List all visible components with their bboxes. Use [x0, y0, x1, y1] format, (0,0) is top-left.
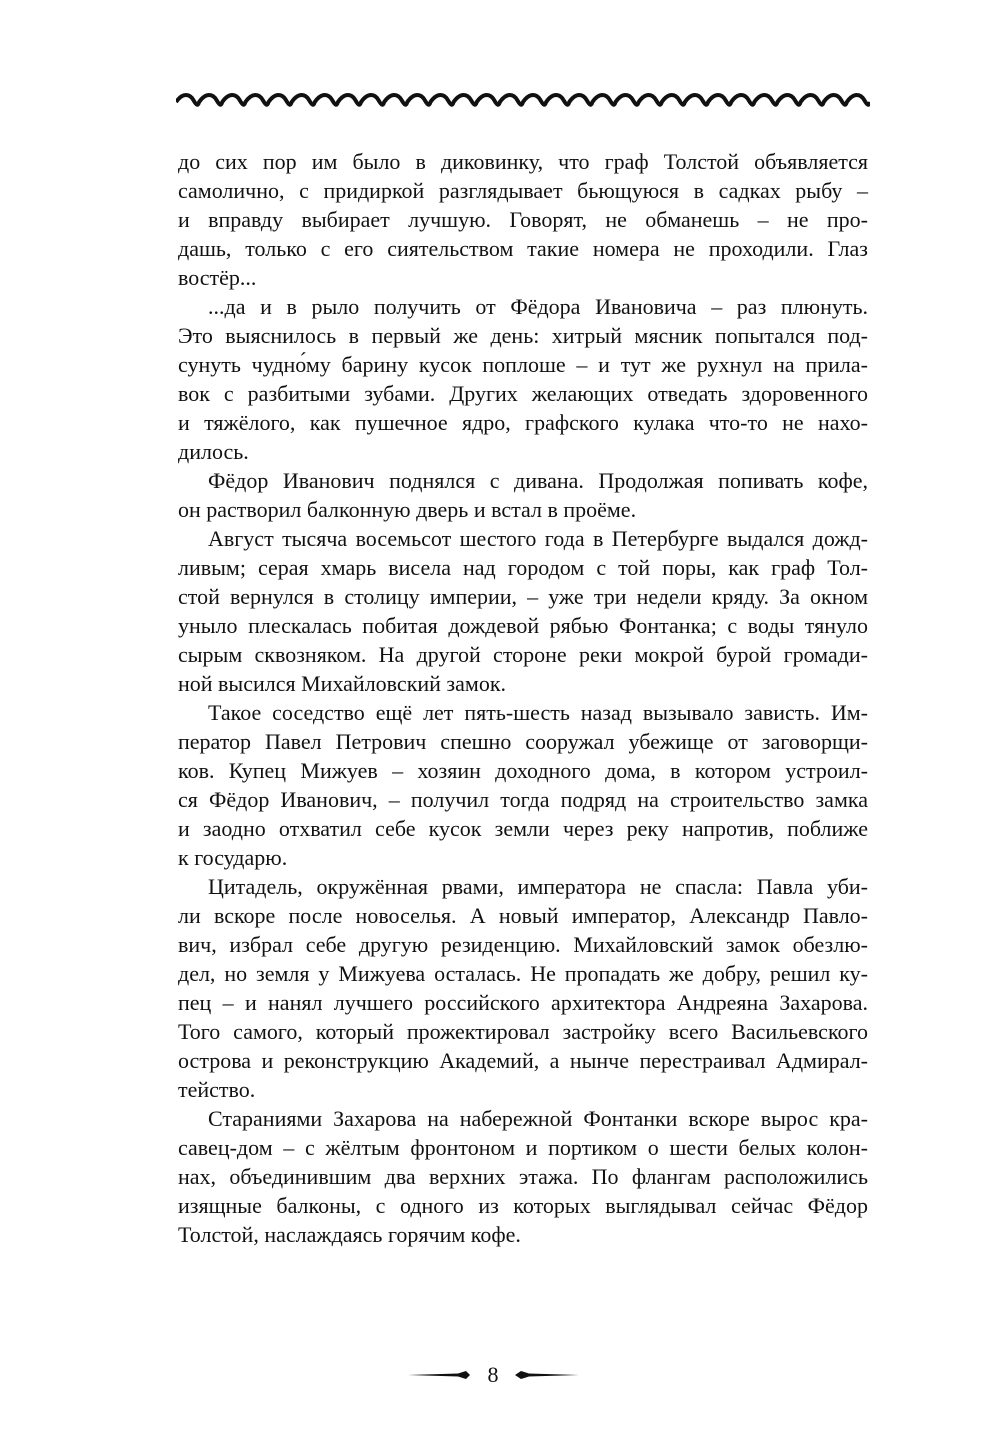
right-arrow-ornament [509, 1369, 579, 1381]
text-line: Толстой, наслаждаясь горячим кофе. [178, 1222, 521, 1247]
text-line: Стараниями Захарова на набережной Фонтанки вскоре вырос кра- [208, 1106, 868, 1131]
text-line: изящные балконы, с одного из которых выглядывал сейчас Фёдор [178, 1193, 868, 1218]
text-line: ся Фёдор Иванович, – получил тогда подряд на строительство замка [178, 787, 868, 812]
text-line: Такое соседство ещё лет пять-шесть назад вызывало зависть. Им- [208, 700, 868, 725]
text-line: дилось. [178, 439, 249, 464]
body-text [178, 147, 868, 1249]
text-line: пец – и нанял лучшего российского архитектора Андреяна Захарова. [178, 990, 868, 1015]
text-line: самолично, с придиркой разглядывает бьющуюся в садках рыбу – [178, 178, 868, 203]
text-line: и вправду выбирает лучшую. Говорят, не обманешь – не про- [178, 207, 868, 232]
text-line: к государю. [178, 845, 288, 870]
text-line: дел, но земля у Мижуева осталась. Не пропадать же добру, решил ку- [178, 961, 868, 986]
text-line: ли вскоре после новоселья. А новый император, Александр Павло- [178, 903, 868, 928]
paragraph [178, 466, 868, 524]
text-line: Цитадель, окружённая рвами, императора не спасла: Павла уби- [208, 874, 868, 899]
text-line: савец-дом – с жёлтым фронтоном и портиком о шести белых колон- [178, 1135, 868, 1160]
left-arrow-ornament [408, 1369, 478, 1381]
paragraph [178, 147, 868, 292]
text-line: до сих пор им было в диковинку, что граф Толстой объявляется [178, 149, 868, 174]
text-line: сунуть чудно́му барину кусок поплоше – и тут же рухнул на прила- [178, 352, 868, 377]
text-line: Того самого, который прожектировал застройку всего Васильевского [178, 1019, 868, 1044]
text-line: нах, объединившим два верхних этажа. По флангам расположились [178, 1164, 868, 1189]
text-line: ливым; серая хмарь висела над городом с той поры, как граф Тол- [178, 555, 868, 580]
text-line: он растворил балконную дверь и встал в проёме. [178, 497, 637, 522]
text-line: ...да и в рыло получить от Фёдора Ивановича – раз плюнуть. [208, 294, 868, 319]
text-line: уныло плескалась побитая дождевой рябью Фонтанка; с воды тянуло [178, 613, 868, 638]
text-line: стой вернулся в столицу империи, – уже три недели кряду. За окном [178, 584, 868, 609]
text-line: вич, избрал себе другую резиденцию. Михайловский замок обезлю- [178, 932, 868, 957]
text-line: сырым сквозняком. На другой стороне реки мокрой бурой громади- [178, 642, 868, 667]
text-line: Август тысяча восемьсот шестого года в Петербурге выдался дожд- [208, 526, 868, 551]
text-line: ков. Купец Мижуев – хозяин доходного дома, в котором устроил- [178, 758, 868, 783]
text-line: востёр... [178, 265, 257, 290]
paragraph [178, 524, 868, 698]
text-line: острова и реконструкцию Академий, а нынче перестраивал Адмирал- [178, 1048, 868, 1073]
text-line: Это выяснилось в первый же день: хитрый мясник попытался под- [178, 323, 868, 348]
text-line: и тяжёлого, как пушечное ядро, графского кулака что-то не нахо- [178, 410, 868, 435]
paragraph [178, 698, 868, 872]
text-line: Фёдор Иванович поднялся с дивана. Продолжая попивать кофе, [208, 468, 868, 493]
text-line: ператор Павел Петрович спешно сооружал убежище от заговорщи- [178, 729, 868, 754]
page-footer [0, 1358, 986, 1392]
text-line: дашь, только с его сиятельством такие номера не проходили. Глаз [178, 236, 868, 261]
text-line: и заодно отхватил себе кусок земли через реку напротив, поближе [178, 816, 868, 841]
page-number: 8 [487, 1362, 499, 1387]
paragraph [178, 292, 868, 466]
text-line: ной высился Михайловский замок. [178, 671, 507, 696]
paragraph [178, 872, 868, 1104]
text-line: тейство. [178, 1077, 256, 1102]
paragraph [178, 1104, 868, 1249]
wave-ornament [176, 88, 870, 112]
text-line: вок с разбитыми зубами. Других желающих отведать здоровенного [178, 381, 868, 406]
